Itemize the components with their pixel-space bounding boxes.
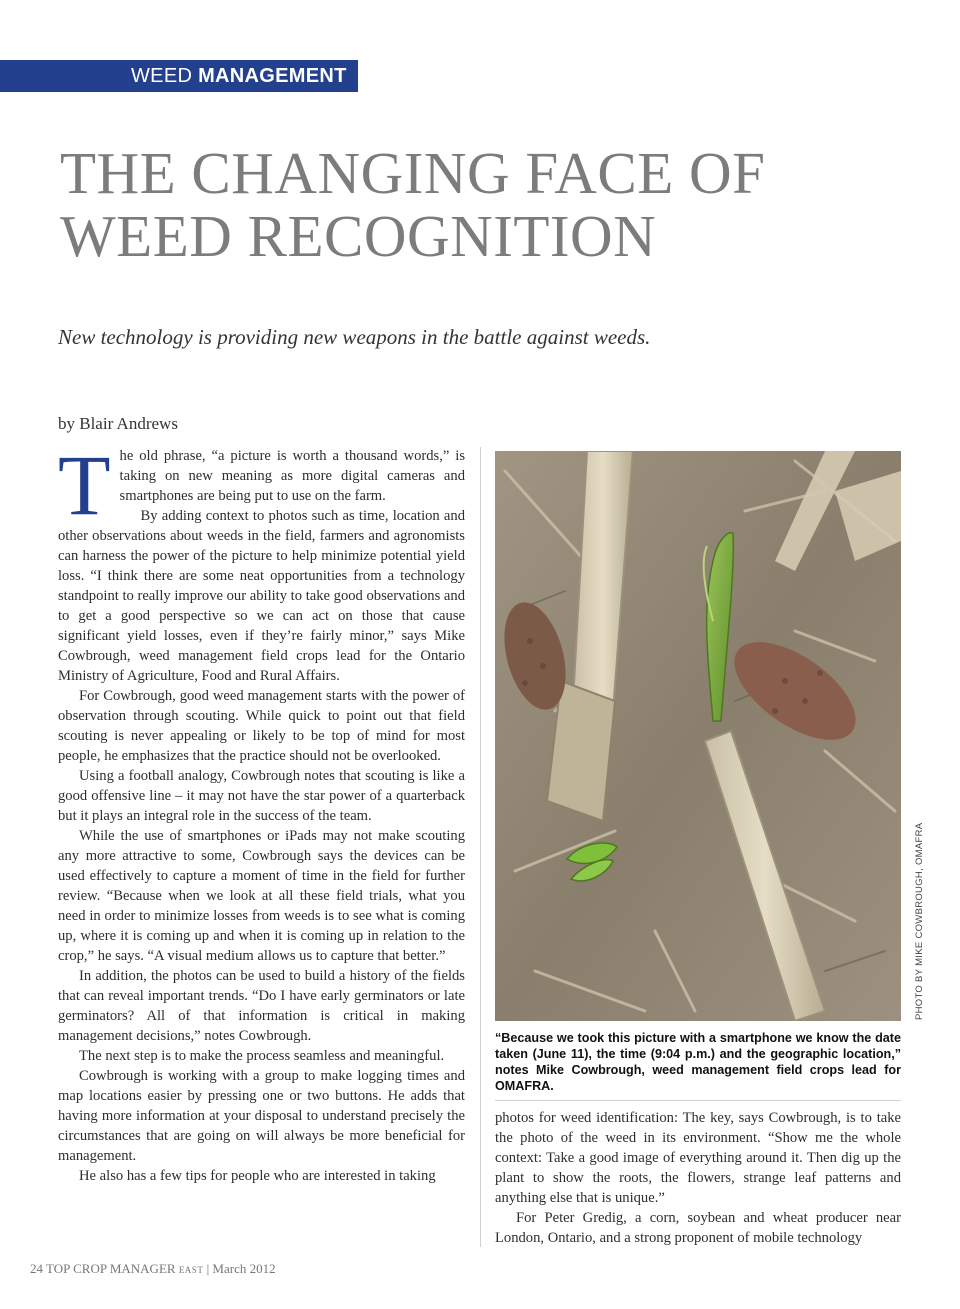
paragraph-8: Cowbrough is working with a group to make logging times and map locations easier by pressing one or two buttons. He adds that having more information at your disposal to understand precisely the circumstances that are going on will always be more beneficial for management.: [58, 1068, 465, 1164]
article-column-right: [495, 1108, 901, 1248]
paragraph-2: By adding context to photos such as time, location and other observations about weeds in the field, farmers and agronomists can harness the power of the picture to help minimize potential yield loss. “I think there are some neat opportunities from a technology standpoint to really improve our ability to take good observations and to get a good perspective so we can act on those that cause significant yield losses, even if they’re fairly minor,” says Mike Cowbrough, weed management field crops lead for the Ontario Ministry of Agriculture, Food and Rural Affairs.: [58, 508, 465, 684]
footer-separator: |: [206, 1261, 210, 1276]
magazine-name: TOP CROP MANAGER: [46, 1261, 176, 1276]
photo-credit: PHOTO BY MIKE COWBROUGH, OMAFRA: [914, 822, 925, 1020]
paragraph-1: [58, 437, 465, 533]
magazine-edition: EAST: [178, 1265, 204, 1275]
paragraph-5: While the use of smartphones or iPads may not make scouting any more attractive to some, Cowbrough says the devices can be used effectively to capture a moment of time in the field for further review. “Because when we look at all these field trials, what you need in order to minimize losses from weeds is to see what is coming up, where it is coming up and when it is coming up in relation to the crop,” he says. “A visual medium allows us to capture that better.”: [58, 828, 465, 964]
field-photo: [495, 451, 901, 1021]
issue-date: March 2012: [212, 1261, 276, 1276]
headline-line-2: WEED RECOGNITION: [60, 203, 657, 269]
page-number: 24: [30, 1261, 43, 1276]
section-label-light: WEED: [131, 65, 193, 87]
photo-caption: “Because we took this picture with a smartphone we know the date taken (June 11), the time (9:04 p.m.) and the geographic location,” notes Mike Cowbrough, weed management field crops lead for OMAFRA.: [495, 1030, 901, 1101]
headline-line-1: THE CHANGING FACE OF: [60, 140, 766, 206]
paragraph-4: Using a football analogy, Cowbrough notes that scouting is like a good offensive line – it may not have the star power of a quarterback but it plays an integral role in the success of the team.: [58, 768, 465, 824]
paragraph-1-text: he old phrase, “a picture is worth a thousand words,” is taking on new meaning as more digital cameras and smartphones are being put to use on the farm.: [119, 448, 465, 504]
paragraph-10: photos for weed identification: The key, says Cowbrough, is to take the photo of the weed in its environment. “Show me the whole context: Take a good image of everything around it. Then dig up the plant to show the roots, the flowers, strange leaf patterns and anything else that is unique.”: [495, 1110, 901, 1206]
seedling-photo-illustration: [495, 451, 901, 1021]
page-footer: [30, 1261, 276, 1277]
section-label-bold: MANAGEMENT: [198, 65, 347, 87]
section-tab: [0, 60, 358, 92]
article-column-left: [58, 437, 465, 1186]
paragraph-3: For Cowbrough, good weed management starts with the power of observation through scouting. While quick to point out that field scouting is never appealing or likely to be top of mind for most people, he emphasizes that the practice should not be overlooked.: [58, 688, 465, 764]
paragraph-9: He also has a few tips for people who are interested in taking: [79, 1168, 436, 1184]
paragraph-6: In addition, the photos can be used to build a history of the fields that can reveal important trends. “Do I have early germinators or late germinators? All of that information is critical in making management decisions,” notes Cowbrough.: [58, 968, 465, 1044]
paragraph-11: For Peter Gredig, a corn, soybean and wheat producer near London, Ontario, and a strong proponent of mobile technology: [495, 1210, 901, 1246]
byline: by Blair Andrews: [58, 414, 178, 433]
article-deck: New technology is providing new weapons in the battle against weeds.: [58, 325, 651, 349]
drop-cap: T: [58, 437, 111, 533]
article-headline: [60, 142, 765, 268]
column-divider: [480, 447, 481, 1247]
paragraph-7: The next step is to make the process seamless and meaningful.: [79, 1048, 445, 1064]
